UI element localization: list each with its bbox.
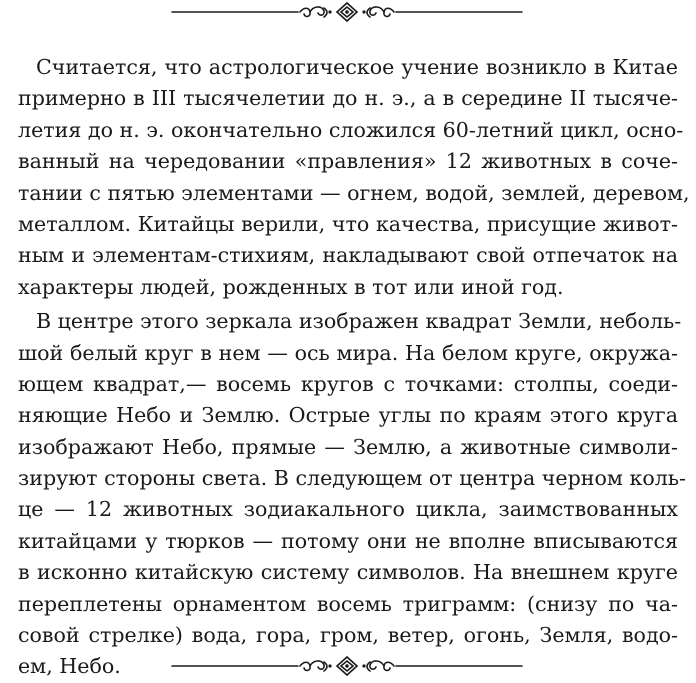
- text-line: Считается, что астрологическое учение возникло в Китае: [36, 55, 678, 79]
- top-flourish-divider-icon: [0, 0, 696, 26]
- bottom-flourish-divider-icon: [0, 652, 696, 678]
- text-line: шой белый круг в нем — ось мира. На белом круге, окружа-: [18, 340, 678, 365]
- text-line: переплетены орнаментом восемь триграмм: (снизу по ча-: [18, 591, 678, 616]
- text-line: китайцами у тюрков — потому они не вполне вписываются: [18, 528, 678, 553]
- text-line: няющие Небо и Землю. Острые углы по краям этого круга: [18, 403, 678, 428]
- text-line: ным и элементам-стихиям, накладывают свой отпечаток на: [18, 243, 678, 268]
- text-line: в исконно китайскую систему символов. На внешнем круге: [18, 560, 678, 585]
- text-line: тании с пятью элементами — огнем, водой, землей, деревом,: [18, 180, 690, 205]
- paragraph-1: [18, 52, 690, 303]
- text-line: примерно в III тысячелетии до н. э., а в середине II тысяче-: [18, 86, 678, 111]
- text-line: летия до н. э. окончательно сложился 60-летний цикл, осно-: [18, 117, 684, 142]
- text-line: характеры людей, рожденных в тот или иной год.: [18, 274, 564, 299]
- text-line: ющем квадрат,— восемь кругов с точками: столпы, соеди-: [18, 371, 678, 396]
- text-line: ванный на чередовании «правления» 12 животных в сочe-: [18, 149, 678, 174]
- text-line: металлом. Китайцы верили, что качества, присущие живот-: [18, 211, 678, 236]
- text-line: изображают Небо, прямые — Землю, а животные символи-: [18, 434, 678, 459]
- text-line: совой стрелке) вода, гора, гром, ветер, огонь, Земля, водо-: [18, 623, 678, 648]
- text-line: В центре этого зеркала изображен квадрат Земли, неболь-: [36, 309, 682, 334]
- text-line: зируют стороны света. В следующем от центра черном коль-: [18, 466, 686, 491]
- text-line: ем, Небо.: [18, 654, 121, 679]
- text-line: це — 12 животных зодиакального цикла, заимствованных: [18, 497, 678, 522]
- body-text: [18, 52, 690, 683]
- paragraph-2: [18, 306, 686, 683]
